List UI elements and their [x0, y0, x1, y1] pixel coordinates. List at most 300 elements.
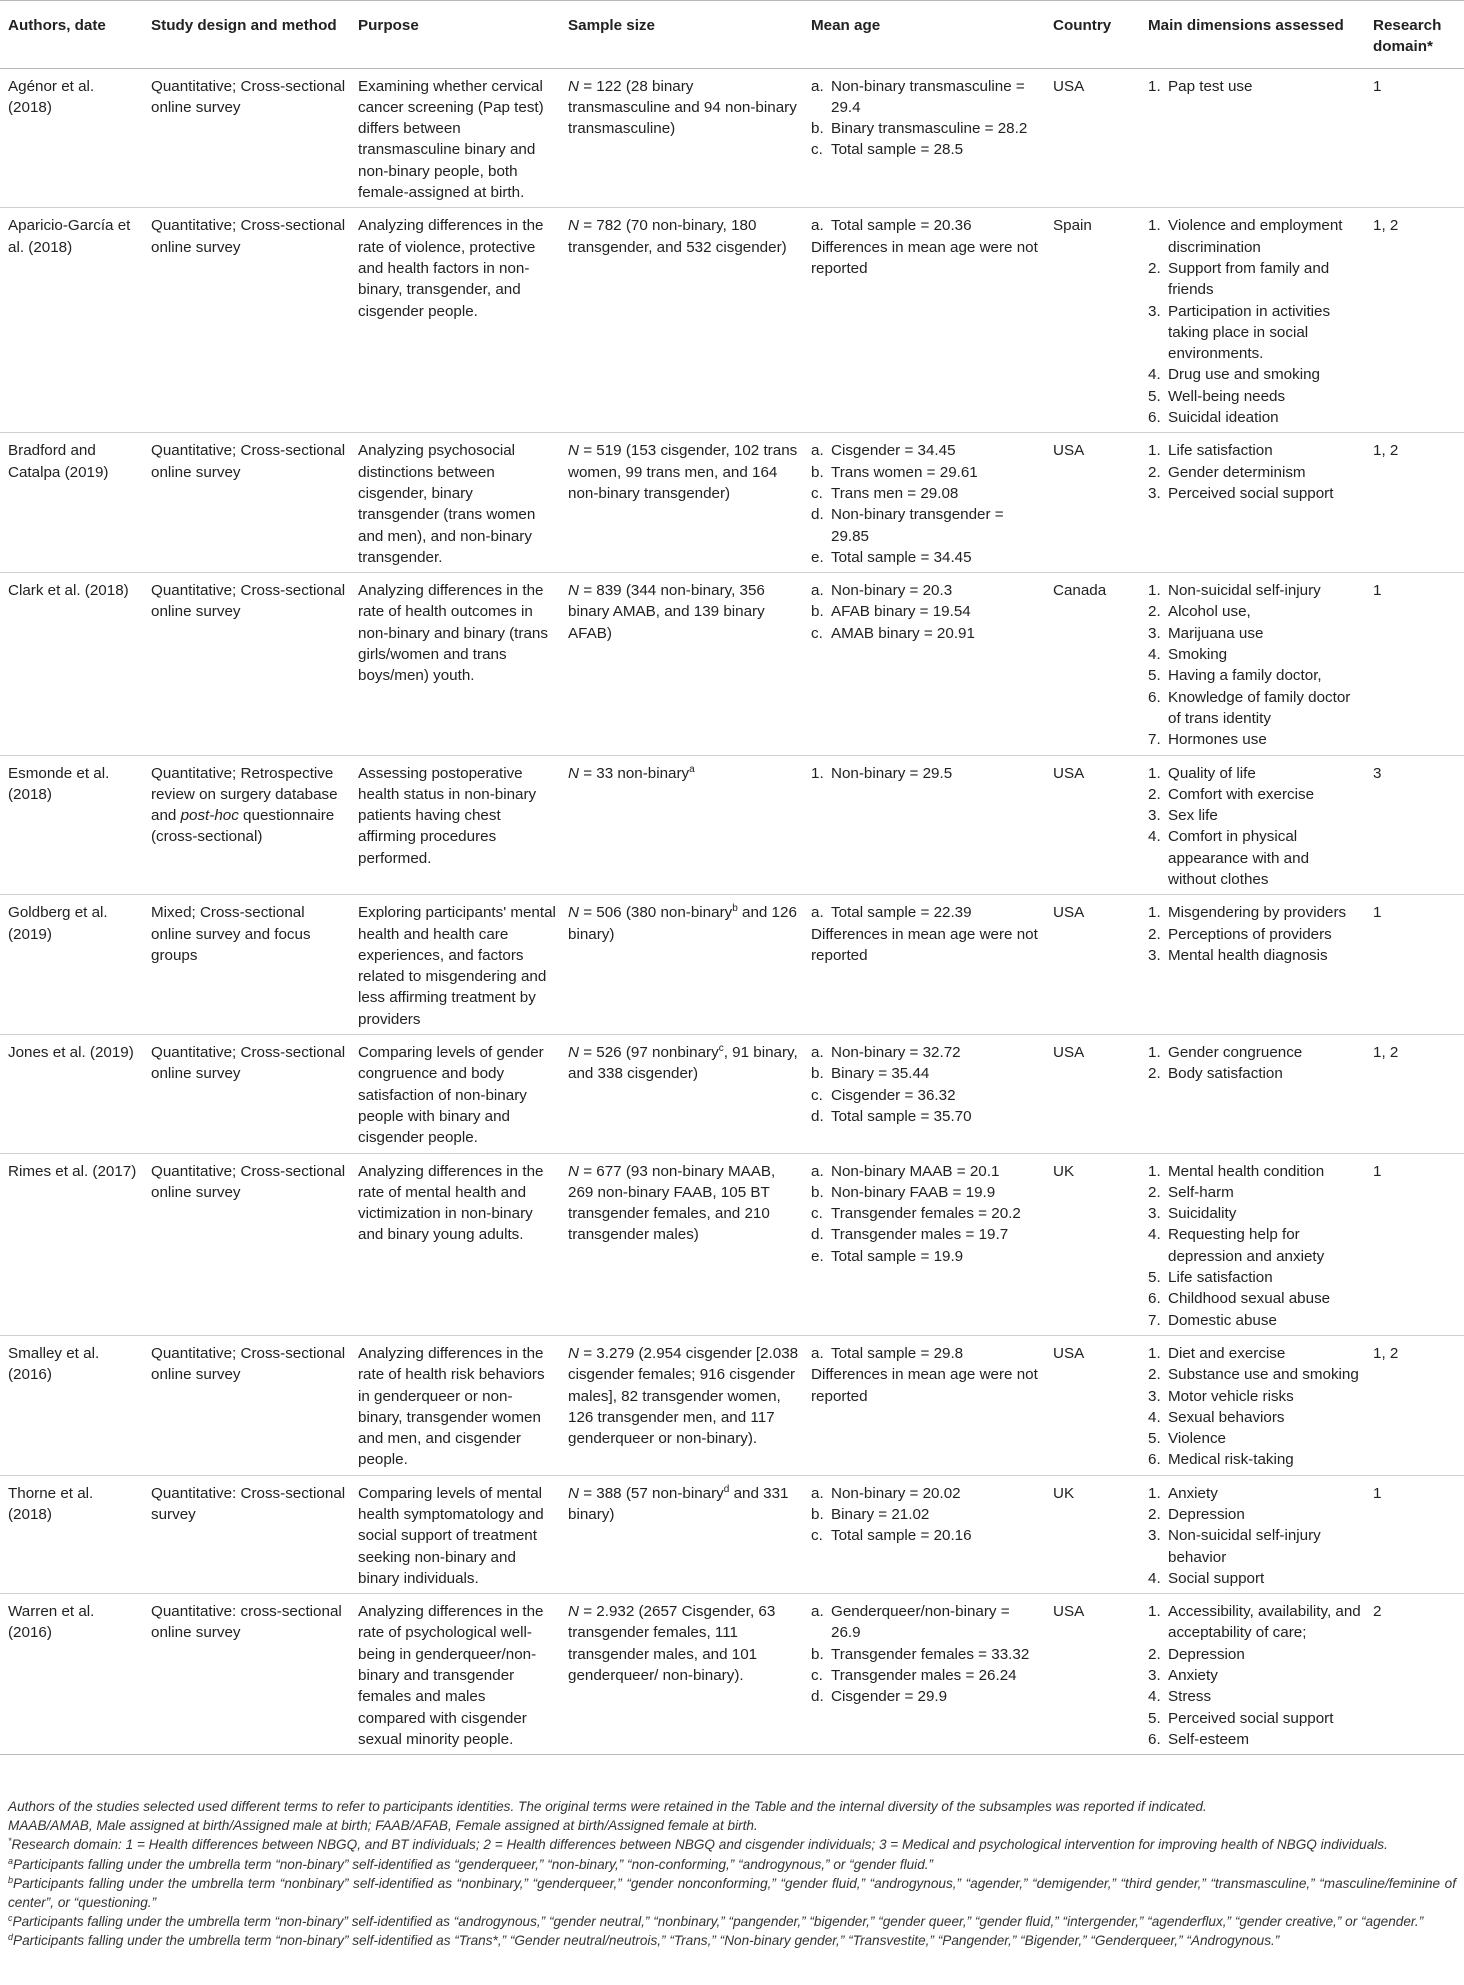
cell-research-domain: 1, 2: [1373, 1344, 1399, 1362]
dimension-text: Perceptions of providers: [1168, 925, 1332, 943]
table-row: [0, 895, 1464, 1035]
cell-mean-age: [803, 1475, 1045, 1593]
age-value: Binary transmasculine = 28.2: [831, 120, 1028, 138]
dimension-item: [1148, 1428, 1361, 1449]
age-item: [811, 215, 1041, 236]
dimension-item: [1148, 1288, 1361, 1309]
cell-authors: Warren et al. (2016): [8, 1603, 95, 1642]
age-value: Binary = 21.02: [831, 1506, 930, 1523]
dimension-item: [1148, 1386, 1361, 1407]
age-list: [811, 902, 1041, 923]
age-value: Transgender females = 33.32: [831, 1645, 1030, 1663]
dimension-text: Diet and exercise: [1168, 1344, 1286, 1362]
cell-authors: Smalley et al. (2016): [8, 1344, 100, 1384]
list-marker: e.: [811, 1247, 824, 1265]
cell-country: USA: [1053, 442, 1085, 460]
dimension-item: [1148, 1644, 1361, 1665]
list-marker: 1.: [1148, 1484, 1161, 1502]
cell-authors: Agénor et al. (2018): [8, 77, 95, 116]
list-marker: 5.: [1148, 1269, 1161, 1287]
cell-country: USA: [1053, 77, 1085, 95]
dimension-item: [1148, 440, 1361, 461]
cell-design: [143, 755, 350, 895]
table-row: [0, 1335, 1464, 1475]
footnote: [8, 1835, 1456, 1854]
cell-authors: Thorne et al. (2018): [8, 1484, 94, 1523]
dimension-text: Violence and employment discrimination: [1168, 217, 1343, 256]
footnote-text: Participants falling under the umbrella term “nonbinary” self-identified as “nonbinary,” “genderqueer,” “gender nonconforming,” “gender fluid,” “androgynous,” “agender,” “demigender,” “third gender,” “transmasculine,” “masculine/feminine of center”, or “questioning.”: [8, 1875, 1456, 1911]
list-marker: 1.: [811, 764, 824, 782]
cell-country: USA: [1053, 904, 1085, 922]
age-value: Non-binary = 32.72: [831, 1044, 961, 1062]
age-item: [811, 1525, 1041, 1546]
list-marker: a.: [811, 582, 824, 600]
dimensions-list: [1148, 1601, 1361, 1750]
age-value: Non-binary = 20.3: [831, 582, 953, 600]
age-list: [811, 215, 1041, 236]
header-dimensions: Main dimensions assessed: [1140, 1, 1365, 69]
cell-mean-age: [803, 208, 1045, 433]
sample-n-symbol: N: [568, 77, 579, 95]
age-item: [811, 76, 1041, 119]
dimensions-list: [1148, 580, 1361, 750]
cell-mean-age: [803, 895, 1045, 1035]
dimension-text: Well-being needs: [1168, 387, 1286, 405]
age-value: Total sample = 20.16: [831, 1527, 972, 1545]
cell-authors: Bradford and Catalpa (2019): [8, 442, 109, 481]
dimension-item: [1148, 1504, 1361, 1525]
list-marker: 2.: [1148, 603, 1161, 621]
cell-research-domain: 1, 2: [1373, 217, 1399, 235]
header-country: Country: [1045, 1, 1140, 69]
age-item: [811, 763, 1041, 784]
cell-mean-age: [803, 433, 1045, 573]
cell-country: USA: [1053, 1603, 1085, 1621]
age-value: Cisgender = 29.9: [831, 1688, 948, 1706]
cell-country: Spain: [1053, 217, 1092, 235]
list-marker: c.: [811, 1086, 823, 1104]
sample-text: = 122 (28 binary transmasculine and 94 non-binary transmasculine): [568, 77, 797, 138]
list-marker: 2.: [1148, 1506, 1161, 1523]
list-marker: b.: [811, 603, 824, 621]
cell-sample-size: [560, 895, 803, 1035]
age-value: Cisgender = 34.45: [831, 442, 956, 460]
footnote-marker: a: [689, 763, 695, 775]
cell-purpose: Examining whether cervical cancer screening (Pap test) differs between transmasculine binary and non-binary people, both female-assigned at birth.: [358, 77, 544, 202]
cell-dimensions: [1140, 433, 1365, 573]
list-marker: 6.: [1148, 1290, 1161, 1308]
age-value: Non-binary transmasculine = 29.4: [831, 77, 1025, 116]
list-marker: d.: [811, 506, 824, 524]
dimension-item: [1148, 1601, 1361, 1644]
age-item: [811, 1042, 1041, 1063]
dimension-item: [1148, 1568, 1361, 1589]
age-item: [811, 1343, 1041, 1364]
dimension-text: Non-suicidal self-injury behavior: [1168, 1527, 1321, 1566]
cell-design: Quantitative; Cross-sectional online survey: [151, 217, 346, 256]
list-marker: b.: [811, 463, 824, 481]
dimension-item: [1148, 945, 1361, 966]
dimension-text: Social support: [1168, 1569, 1265, 1587]
design-text: Quantitative; Retrospective review on surgery database and: [151, 764, 338, 825]
age-value: Total sample = 28.5: [831, 141, 964, 159]
footnote: [8, 1855, 1456, 1874]
age-item: [811, 1644, 1041, 1665]
sample-n-symbol: N: [568, 1344, 579, 1362]
age-value: Total sample = 34.45: [831, 548, 972, 566]
design-text: post-hoc: [180, 807, 239, 825]
cell-sample-size: [560, 1594, 803, 1755]
age-value: Total sample = 35.70: [831, 1107, 972, 1125]
list-marker: 3.: [1148, 946, 1161, 964]
sample-n-symbol: N: [568, 442, 579, 460]
age-item: [811, 1182, 1041, 1203]
age-item: [811, 504, 1041, 547]
age-item: [811, 1665, 1041, 1686]
cell-dimensions: [1140, 68, 1365, 208]
dimension-item: [1148, 1042, 1361, 1063]
age-item: [811, 1224, 1041, 1245]
cell-mean-age: [803, 755, 1045, 895]
dimension-item: [1148, 215, 1361, 258]
footnote: [8, 1912, 1456, 1931]
dimension-text: Mental health condition: [1168, 1162, 1325, 1180]
list-marker: e.: [811, 548, 824, 566]
age-value: Trans women = 29.61: [831, 463, 978, 481]
sample-text: = 3.279 (2.954 cisgender [2.038 cisgender females; 916 cisgender males], 82 transgender women, 126 transgender men, and 117 genderqueer or non-binary).: [568, 1344, 799, 1448]
list-marker: 6.: [1148, 409, 1161, 427]
list-marker: 5.: [1148, 387, 1161, 405]
age-list: [811, 1343, 1041, 1364]
cell-research-domain: 1: [1373, 77, 1382, 95]
dimension-item: [1148, 1224, 1361, 1267]
dimension-item: [1148, 623, 1361, 644]
dimension-text: Smoking: [1168, 646, 1228, 664]
footnote-marker: b: [8, 1874, 14, 1885]
list-marker: a.: [811, 904, 824, 922]
dimension-text: Anxiety: [1168, 1667, 1218, 1685]
dimension-text: Suicidality: [1168, 1205, 1237, 1223]
footnote-text: MAAB/AMAB, Male assigned at birth/Assigned male at birth; FAAB/AFAB, Female assigned at birth/Assigned female at birth.: [8, 1818, 758, 1834]
dimension-item: [1148, 1686, 1361, 1707]
age-item: [811, 483, 1041, 504]
list-marker: c.: [811, 141, 823, 159]
dimension-item: [1148, 1449, 1361, 1470]
dimension-item: [1148, 805, 1361, 826]
list-marker: d.: [811, 1226, 824, 1244]
dimension-text: Requesting help for depression and anxiety: [1168, 1226, 1325, 1265]
age-item: [811, 580, 1041, 601]
age-value: AFAB binary = 19.54: [831, 603, 971, 621]
list-marker: a.: [811, 1044, 824, 1062]
list-marker: c.: [811, 624, 823, 642]
table-footnotes: [0, 1797, 1464, 1951]
dimension-item: [1148, 902, 1361, 923]
header-domain: Research domain*: [1365, 1, 1464, 69]
sample-text: = 782 (70 non-binary, 180 transgender, and 532 cisgender): [568, 217, 787, 256]
cell-dimensions: [1140, 1475, 1365, 1593]
cell-design: Quantitative; Cross-sectional online survey: [151, 582, 346, 621]
dimension-item: [1148, 1161, 1361, 1182]
table-row: [0, 1035, 1464, 1153]
sample-text: = 677 (93 non-binary MAAB, 269 non-binary FAAB, 105 BT transgender females, and 210 transgender males): [568, 1162, 776, 1244]
list-marker: d.: [811, 1107, 824, 1125]
list-marker: 1.: [1148, 1344, 1161, 1362]
dimension-item: [1148, 1729, 1361, 1750]
list-marker: 1.: [1148, 217, 1161, 235]
cell-purpose: Analyzing differences in the rate of health outcomes in non-binary and binary (trans girls/women and trans boys/men) youth.: [358, 582, 548, 685]
footnote-text: Authors of the studies selected used different terms to refer to participants identities. The original terms were retained in the Table and the internal diversity of the subsamples was reported if indicated.: [8, 1799, 1207, 1814]
cell-mean-age: [803, 1153, 1045, 1335]
dimensions-list: [1148, 76, 1361, 97]
list-marker: a.: [811, 77, 824, 95]
age-value: Total sample = 19.9: [831, 1247, 964, 1265]
cell-mean-age: [803, 1594, 1045, 1755]
sample-text: = 519 (153 cisgender, 102 trans women, 99 trans men, and 164 non-binary transgender): [568, 442, 798, 502]
cell-country: USA: [1053, 1044, 1085, 1062]
cell-research-domain: 3: [1373, 764, 1382, 782]
list-marker: a.: [811, 442, 824, 460]
cell-design: Quantitative; Cross-sectional online survey: [151, 77, 346, 116]
dimension-item: [1148, 1665, 1361, 1686]
cell-sample-size: [560, 1153, 803, 1335]
age-value: Genderqueer/non-binary = 26.9: [831, 1603, 1010, 1642]
dimension-item: [1148, 784, 1361, 805]
dimension-text: Comfort with exercise: [1168, 785, 1315, 803]
header-authors: Authors, date: [0, 1, 143, 69]
cell-design: Mixed; Cross-sectional online survey and focus groups: [151, 904, 311, 964]
sample-text: , 91 binary, and 338 cisgender): [568, 1044, 798, 1083]
age-list: [811, 1042, 1041, 1127]
sample-text: = 33 non-binary: [578, 764, 690, 782]
list-marker: 3.: [1148, 302, 1161, 320]
cell-research-domain: 1: [1373, 1162, 1382, 1180]
list-marker: 3.: [1148, 484, 1161, 502]
dimensions-list: [1148, 1483, 1361, 1589]
list-marker: a.: [811, 217, 824, 235]
dimensions-list: [1148, 215, 1361, 428]
age-item: [811, 1203, 1041, 1224]
list-marker: a.: [811, 1162, 824, 1180]
dimension-item: [1148, 826, 1361, 890]
age-item: [811, 462, 1041, 483]
list-marker: 1.: [1148, 77, 1161, 95]
dimension-text: Body satisfaction: [1168, 1065, 1283, 1083]
list-marker: 6.: [1148, 1730, 1161, 1748]
table-row: [0, 1153, 1464, 1335]
cell-purpose: Assessing postoperative health status in non-binary patients having chest affirming procedures performed.: [358, 764, 537, 867]
list-marker: 1.: [1148, 1044, 1161, 1062]
dimension-text: Misgendering by providers: [1168, 904, 1347, 922]
dimension-item: [1148, 1525, 1361, 1568]
table-row: [0, 433, 1464, 573]
dimensions-list: [1148, 440, 1361, 504]
cell-country: Canada: [1053, 582, 1107, 600]
list-marker: 3.: [1148, 1387, 1161, 1405]
list-marker: d.: [811, 1688, 824, 1706]
dimension-text: Childhood sexual abuse: [1168, 1290, 1331, 1308]
cell-purpose: Comparing levels of mental health symptomatology and social support of treatment seeking non-binary and binary individuals.: [358, 1484, 544, 1587]
cell-mean-age: [803, 1335, 1045, 1475]
cell-dimensions: [1140, 573, 1365, 755]
age-value: Binary = 35.44: [831, 1065, 930, 1083]
cell-research-domain: 1: [1373, 1484, 1382, 1502]
dimension-text: Medical risk-taking: [1168, 1451, 1294, 1469]
list-marker: 6.: [1148, 1451, 1161, 1469]
dimension-text: Perceived social support: [1168, 484, 1334, 502]
dimension-text: Depression: [1168, 1645, 1245, 1663]
sample-n-symbol: N: [568, 1603, 579, 1621]
table-row: [0, 1594, 1464, 1755]
list-marker: a.: [811, 1484, 824, 1502]
dimension-item: [1148, 1267, 1361, 1288]
age-value: Total sample = 29.8: [831, 1344, 964, 1362]
footnote-marker: d: [723, 1483, 730, 1495]
table-body: [0, 68, 1464, 1755]
dimension-item: [1148, 483, 1361, 504]
dimension-item: [1148, 665, 1361, 686]
cell-sample-size: [560, 573, 803, 755]
dimension-text: Gender determinism: [1168, 463, 1306, 481]
list-marker: 2.: [1148, 1065, 1161, 1083]
age-value: Non-binary MAAB = 20.1: [831, 1162, 1000, 1180]
list-marker: 2.: [1148, 785, 1161, 803]
sample-text: and 126 binary): [568, 904, 797, 943]
age-note: Differences in mean age were not reported: [811, 925, 1038, 964]
dimension-text: Mental health diagnosis: [1168, 946, 1328, 964]
dimension-item: [1148, 1343, 1361, 1364]
list-marker: 4.: [1148, 366, 1161, 384]
list-marker: 1.: [1148, 904, 1161, 922]
cell-research-domain: 1: [1373, 904, 1382, 922]
sample-text: = 526 (97 nonbinary: [578, 1044, 719, 1062]
cell-purpose: Analyzing psychosocial distinctions between cisgender, binary transgender (trans women and men), and non-binary transgender.: [358, 442, 536, 566]
dimensions-list: [1148, 763, 1361, 891]
cell-design: Quantitative: cross-sectional online survey: [151, 1603, 342, 1642]
header-design: Study design and method: [143, 1, 350, 69]
list-marker: 3.: [1148, 807, 1161, 825]
dimensions-list: [1148, 1343, 1361, 1471]
dimensions-list: [1148, 902, 1361, 966]
footnote: [8, 1797, 1456, 1816]
age-value: Transgender females = 20.2: [831, 1205, 1021, 1223]
dimension-text: Self-harm: [1168, 1183, 1234, 1201]
dimension-text: Support from family and friends: [1168, 259, 1330, 299]
dimension-text: Non-suicidal self-injury: [1168, 582, 1321, 600]
list-marker: b.: [811, 1183, 824, 1201]
dimension-text: Drug use and smoking: [1168, 366, 1320, 384]
dimension-text: Life satisfaction: [1168, 1269, 1273, 1287]
sample-text: = 2.932 (2657 Cisgender, 63 transgender females, 111 transgender males, and 101 genderqueer/ non-binary).: [568, 1603, 776, 1685]
age-value: Non-binary transgender = 29.85: [831, 506, 1004, 545]
header-age: Mean age: [803, 1, 1045, 69]
dimensions-list: [1148, 1042, 1361, 1085]
cell-design: Quantitative; Cross-sectional online survey: [151, 442, 346, 481]
age-list: [811, 763, 1041, 784]
table-row: [0, 68, 1464, 208]
cell-research-domain: 1, 2: [1373, 442, 1399, 460]
age-value: Total sample = 20.36: [831, 217, 972, 235]
age-value: Non-binary = 29.5: [831, 764, 953, 782]
list-marker: 1.: [1148, 582, 1161, 600]
dimension-text: Accessibility, availability, and acceptability of care;: [1168, 1603, 1361, 1642]
dimension-item: [1148, 1483, 1361, 1504]
dimension-item: [1148, 1182, 1361, 1203]
footnote-marker: *: [8, 1836, 12, 1847]
age-item: [811, 1161, 1041, 1182]
cell-authors: Rimes et al. (2017): [8, 1162, 137, 1180]
dimension-item: [1148, 462, 1361, 483]
list-marker: 4.: [1148, 646, 1161, 664]
age-value: Non-binary FAAB = 19.9: [831, 1183, 996, 1201]
dimension-item: [1148, 258, 1361, 301]
list-marker: c.: [811, 484, 823, 502]
age-item: [811, 547, 1041, 568]
dimension-text: Suicidal ideation: [1168, 409, 1279, 427]
list-marker: 2.: [1148, 1366, 1161, 1384]
list-marker: 3.: [1148, 1527, 1161, 1545]
dimension-text: Motor vehicle risks: [1168, 1387, 1294, 1405]
cell-dimensions: [1140, 1035, 1365, 1153]
age-item: [811, 1686, 1041, 1707]
table-row: [0, 208, 1464, 433]
footnote-text: Research domain: 1 = Health differences between NBGQ, and BT individuals; 2 = Health differences between NBGQ and cisgender individuals; 3 = Medical and psychological intervention for improving health of NBGQ individuals.: [11, 1837, 1388, 1853]
dimension-text: Quality of life: [1168, 764, 1256, 782]
list-marker: 1.: [1148, 1162, 1161, 1180]
dimension-item: [1148, 1063, 1361, 1084]
list-marker: 3.: [1148, 1205, 1161, 1223]
list-marker: 1.: [1148, 442, 1161, 460]
age-item: [811, 118, 1041, 139]
dimension-text: Pap test use: [1168, 77, 1253, 95]
list-marker: 6.: [1148, 688, 1161, 706]
age-item: [811, 601, 1041, 622]
dimension-text: Having a family doctor,: [1168, 667, 1322, 685]
cell-research-domain: 1: [1373, 582, 1382, 600]
list-marker: c.: [811, 1527, 823, 1545]
cell-design: Quantitative; Cross-sectional online survey: [151, 1044, 346, 1083]
list-marker: b.: [811, 120, 824, 138]
table-header-row: [0, 1, 1464, 69]
age-value: Transgender males = 19.7: [831, 1226, 1009, 1244]
list-marker: 2.: [1148, 1645, 1161, 1663]
cell-purpose: Analyzing differences in the rate of mental health and victimization in non-binary and binary young adults.: [358, 1162, 544, 1244]
cell-design: Quantitative: Cross-sectional survey: [151, 1484, 346, 1523]
list-marker: 5.: [1148, 667, 1161, 685]
cell-sample-size: [560, 1335, 803, 1475]
cell-dimensions: [1140, 208, 1365, 433]
age-item: [811, 139, 1041, 160]
dimension-text: Participation in activities taking place in social environments.: [1168, 302, 1331, 363]
dimension-item: [1148, 386, 1361, 407]
cell-dimensions: [1140, 1594, 1365, 1755]
sample-n-symbol: N: [568, 582, 579, 600]
dimension-text: Self-esteem: [1168, 1730, 1250, 1748]
dimension-text: Comfort in physical appearance with and without clothes: [1168, 828, 1310, 888]
age-item: [811, 1106, 1041, 1127]
age-list: [811, 440, 1041, 568]
cell-country: UK: [1053, 1484, 1075, 1502]
list-marker: 4.: [1148, 1226, 1161, 1244]
cell-mean-age: [803, 573, 1045, 755]
list-marker: b.: [811, 1645, 824, 1663]
age-item: [811, 1504, 1041, 1525]
cell-authors: Goldberg et al. (2019): [8, 904, 108, 943]
cell-sample-size: [560, 433, 803, 573]
dimension-item: [1148, 924, 1361, 945]
cell-sample-size: [560, 208, 803, 433]
age-list: [811, 1601, 1041, 1707]
